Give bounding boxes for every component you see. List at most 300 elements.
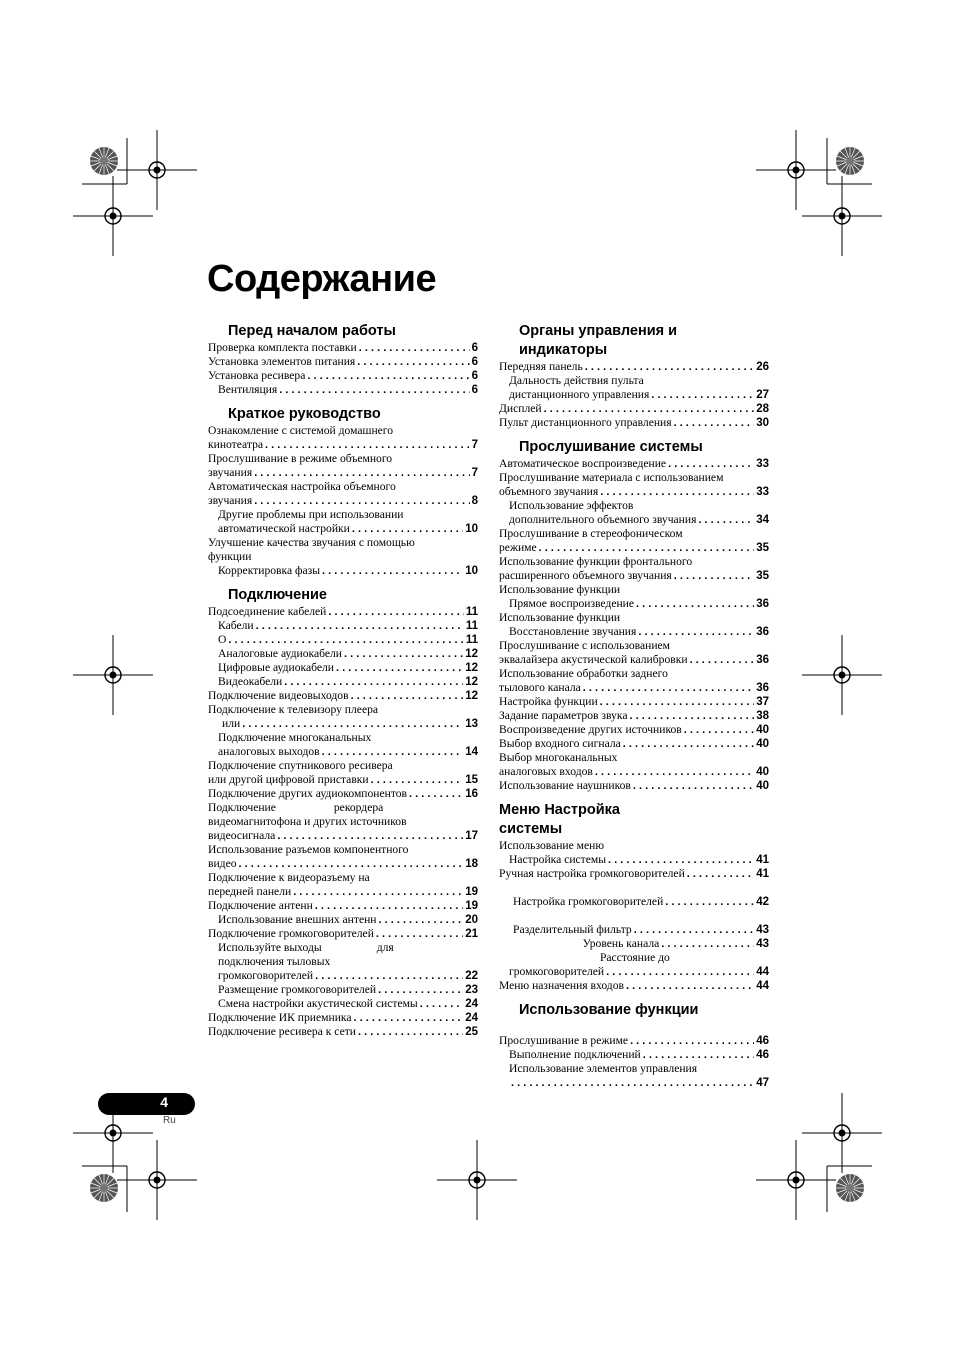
toc-entry[interactable] — [499, 653, 769, 667]
toc-page-number: 40 — [756, 780, 769, 792]
toc-leader-dots — [256, 619, 464, 633]
section-heading: Меню Настройка — [499, 802, 620, 818]
toc-page-number: 36 — [756, 682, 769, 694]
toc-page-number: 42 — [756, 896, 769, 908]
toc-leader-dots — [595, 765, 754, 779]
toc-entry[interactable] — [499, 611, 769, 625]
toc-page-number: 10 — [465, 565, 478, 577]
toc-page-number: 7 — [471, 467, 478, 479]
toc-entry[interactable] — [499, 583, 769, 597]
toc-entry-text: Ручная настройка громкоговорителей — [499, 867, 685, 880]
toc-entry[interactable] — [499, 1062, 769, 1076]
toc-entry-text: функции — [208, 550, 252, 563]
toc-entry-text: Размещение громкоговорителей — [218, 983, 377, 996]
toc-page-number: 36 — [756, 598, 769, 610]
toc-left-column — [208, 322, 478, 1039]
toc-entry-text: Использование функции фронтального — [499, 555, 693, 568]
toc-entry[interactable] — [208, 605, 478, 619]
toc-entry[interactable] — [208, 843, 478, 857]
toc-entry-text: Прослушивание с использованием — [499, 639, 671, 652]
toc-entry-text: Подключение ИК приемника — [208, 1011, 352, 1024]
toc-leader-dots — [307, 369, 469, 383]
toc-page-number: 44 — [756, 980, 769, 992]
toc-entry[interactable] — [208, 717, 478, 731]
toc-entry-text: Дисплей — [499, 402, 542, 415]
toc-entry[interactable] — [499, 895, 769, 909]
toc-entry-list — [499, 1020, 769, 1090]
toc-entry-text: объемного звучания — [499, 485, 599, 498]
toc-page-number: 46 — [756, 1035, 769, 1047]
toc-entry-text: звучания — [208, 466, 253, 479]
toc-leader-dots — [544, 402, 755, 416]
toc-entry-text: Смена настройки акустической системы — [218, 997, 418, 1010]
toc-entry-text: видеосигнала — [208, 829, 276, 842]
toc-page-number: 12 — [465, 662, 478, 674]
toc-entry[interactable] — [499, 388, 769, 402]
toc-entry[interactable] — [208, 633, 478, 647]
toc-page-number: 47 — [756, 1077, 769, 1089]
toc-page-number: 36 — [756, 654, 769, 666]
toc-leader-dots — [254, 466, 469, 480]
toc-entry-text: Подключение видеовыходов — [208, 689, 349, 702]
toc-entry[interactable] — [499, 1034, 769, 1048]
toc-page-number: 36 — [756, 626, 769, 638]
toc-entry-text: видео — [208, 857, 237, 870]
toc-page-number: 8 — [471, 495, 478, 507]
toc-page-number: 40 — [756, 724, 769, 736]
toc-entry[interactable] — [208, 801, 478, 815]
toc-entry[interactable] — [499, 853, 769, 867]
toc-entry-text: Использование элементов управления — [509, 1062, 698, 1075]
toc-leader-dots — [684, 723, 754, 737]
toc-page-number: 11 — [465, 620, 478, 632]
toc-leader-dots — [371, 773, 464, 787]
toc-page-number: 40 — [756, 766, 769, 778]
toc-entry-text: Подключение антенн — [208, 899, 313, 912]
toc-leader-dots — [539, 541, 755, 555]
toc-entry-text: Ознакомление с системой домашнего — [208, 424, 394, 437]
toc-entry-text: Подключение ресивера к сети — [208, 1025, 357, 1038]
toc-entry[interactable] — [208, 550, 478, 564]
toc-page-number: 19 — [465, 886, 478, 898]
toc-entry-text: Использование функции — [499, 611, 621, 624]
toc-entry-text: Установка ресивера — [208, 369, 306, 382]
toc-entry[interactable] — [499, 779, 769, 793]
toc-page-number: 33 — [756, 458, 769, 470]
toc-entry-text: Подсоединение кабелей — [208, 605, 327, 618]
toc-leader-dots — [284, 675, 463, 689]
toc-entry[interactable] — [499, 737, 769, 751]
toc-entry[interactable] — [208, 508, 478, 522]
toc-entry[interactable] — [208, 1011, 478, 1025]
toc-leader-dots — [629, 709, 754, 723]
toc-page-number: 21 — [465, 928, 478, 940]
toc-leader-dots — [277, 829, 463, 843]
toc-entry[interactable] — [499, 639, 769, 653]
toc-leader-dots — [379, 913, 464, 927]
toc-leader-dots — [254, 494, 469, 508]
toc-entry[interactable] — [499, 839, 769, 853]
toc-entry[interactable] — [499, 709, 769, 723]
toc-entry[interactable] — [499, 881, 769, 895]
toc-page-number: 16 — [465, 788, 478, 800]
toc-entry[interactable] — [208, 913, 478, 927]
toc-entry[interactable] — [499, 625, 769, 639]
toc-entry[interactable] — [208, 955, 478, 969]
section-gap — [208, 578, 478, 586]
toc-entry-text: Подключение громкоговорителей — [208, 927, 374, 940]
section-gap — [499, 993, 769, 1001]
toc-leader-dots — [638, 625, 754, 639]
toc-entry-text: Подключение к телевизору плеера — [208, 703, 379, 716]
toc-page-number: 46 — [756, 1049, 769, 1061]
toc-leader-dots — [239, 857, 464, 871]
toc-entry[interactable] — [208, 857, 478, 871]
toc-entry-text: Проверка комплекта поставки — [208, 341, 357, 354]
toc-entry-text: Использование эффектов — [509, 499, 634, 512]
toc-entry-text: передней панели — [208, 885, 292, 898]
toc-entry-text: громкоговорителей — [509, 965, 605, 978]
toc-leader-dots — [633, 779, 754, 793]
toc-entry-text: Использование функции — [499, 583, 621, 596]
toc-entry-text: или другой цифровой приставки — [208, 773, 369, 786]
toc-entry-text: Вентиляция — [218, 383, 278, 396]
section-heading: Использование функции — [519, 1002, 699, 1018]
toc-entry-list — [499, 360, 769, 430]
toc-page-number: 20 — [465, 914, 478, 926]
toc-entry-text: Использование меню — [499, 839, 605, 852]
toc-leader-dots — [293, 885, 463, 899]
toc-entry[interactable] — [499, 374, 769, 388]
toc-leader-dots — [687, 867, 754, 881]
toc-entry-text: Подключение к видеоразъему на — [208, 871, 370, 884]
toc-entry-text: Прослушивание в режиме объемного — [208, 452, 393, 465]
section-heading: Перед началом работы — [228, 323, 396, 339]
toc-leader-dots — [674, 569, 754, 583]
toc-leader-dots — [322, 564, 463, 578]
toc-leader-dots — [583, 681, 754, 695]
toc-page-number: 7 — [471, 439, 478, 451]
toc-page-number: 30 — [756, 417, 769, 429]
toc-leader-dots — [376, 927, 463, 941]
toc-entry[interactable] — [208, 424, 478, 438]
toc-entry[interactable] — [208, 369, 478, 383]
page-title: Содержание — [207, 258, 437, 300]
toc-entry[interactable] — [208, 438, 478, 452]
toc-entry[interactable] — [208, 1025, 478, 1039]
toc-entry[interactable] — [208, 815, 478, 829]
toc-entry[interactable] — [208, 941, 478, 955]
toc-entry-list — [208, 605, 478, 1039]
toc-entry-text: Настройка системы — [509, 853, 607, 866]
toc-leader-dots — [630, 1034, 754, 1048]
toc-entry-text: режиме — [499, 541, 537, 554]
toc-leader-dots — [358, 1025, 463, 1039]
toc-page-number: 44 — [756, 966, 769, 978]
toc-entry[interactable] — [208, 787, 478, 801]
toc-entry-text: Аналоговые аудиокабели — [218, 647, 342, 660]
toc-entry[interactable] — [208, 997, 478, 1011]
toc-page-number: 38 — [756, 710, 769, 722]
toc-leader-dots — [674, 416, 755, 430]
toc-entry[interactable] — [208, 689, 478, 703]
toc-entry-text: Улучшение качества звучания с помощью — [208, 536, 415, 549]
toc-entry-text: автоматической настройки — [218, 522, 350, 535]
toc-entry-text: Цифровые аудиокабели — [218, 661, 334, 674]
toc-entry[interactable] — [499, 541, 769, 555]
page-number: 4 — [160, 1094, 168, 1110]
toc-leader-dots — [600, 485, 754, 499]
toc-page-number: 12 — [465, 676, 478, 688]
toc-page-number: 35 — [756, 570, 769, 582]
toc-leader-dots — [608, 853, 754, 867]
toc-entry-text: Корректировка фазы — [218, 564, 321, 577]
toc-leader-dots — [352, 522, 463, 536]
toc-entry-text: Пульт дистанционного управления — [499, 416, 672, 429]
toc-entry[interactable] — [499, 1076, 769, 1090]
toc-leader-dots — [328, 605, 463, 619]
toc-page-number: 24 — [465, 998, 478, 1010]
toc-leader-dots — [668, 457, 754, 471]
toc-leader-dots — [228, 633, 463, 647]
toc-page-number: 40 — [756, 738, 769, 750]
toc-leader-dots — [265, 438, 470, 452]
toc-entry[interactable] — [499, 555, 769, 569]
toc-page-number: 33 — [756, 486, 769, 498]
toc-entry-text: тылового канала — [499, 681, 581, 694]
toc-entry-text: дистанционного управления — [509, 388, 650, 401]
toc-entry[interactable] — [499, 765, 769, 779]
toc-page-number: 6 — [471, 384, 478, 396]
toc-leader-dots — [378, 983, 463, 997]
toc-page-number: 18 — [465, 858, 478, 870]
toc-entry[interactable] — [499, 937, 769, 951]
toc-page-number: 23 — [465, 984, 478, 996]
toc-entry[interactable] — [499, 965, 769, 979]
section-gap — [208, 397, 478, 405]
toc-entry[interactable] — [499, 499, 769, 513]
toc-leader-dots — [336, 661, 463, 675]
toc-leader-dots — [242, 717, 463, 731]
toc-leader-dots — [315, 899, 463, 913]
toc-entry[interactable] — [208, 969, 478, 983]
toc-leader-dots — [636, 597, 754, 611]
toc-entry[interactable] — [208, 871, 478, 885]
page-number-tab — [98, 1093, 195, 1115]
toc-entry-text: Расстояние до — [513, 951, 670, 964]
section-heading: Подключение — [228, 587, 327, 603]
toc-entry[interactable] — [499, 751, 769, 765]
toc-entry[interactable] — [208, 452, 478, 466]
toc-page-number: 35 — [756, 542, 769, 554]
section-heading: Прослушивание системы — [519, 439, 703, 455]
toc-entry[interactable] — [208, 731, 478, 745]
section-gap — [499, 793, 769, 801]
toc-entry[interactable] — [208, 480, 478, 494]
toc-entry[interactable] — [499, 527, 769, 541]
toc-entry-text: Подключение других аудиокомпонентов — [208, 787, 408, 800]
toc-leader-dots — [651, 388, 754, 402]
toc-entry[interactable] — [208, 675, 478, 689]
toc-entry[interactable] — [208, 355, 478, 369]
section-heading-continued: системы — [499, 821, 563, 837]
toc-leader-dots — [344, 647, 463, 661]
toc-entry-text: Видеокабели — [218, 675, 283, 688]
toc-entry-text: Разделительный фильтр — [513, 923, 632, 936]
toc-entry-text: Установка элементов питания — [208, 355, 356, 368]
toc-page-number: 41 — [756, 854, 769, 866]
toc-page-number: 12 — [465, 690, 478, 702]
toc-entry-text: Автоматическая настройка объемного — [208, 480, 396, 493]
toc-entry[interactable] — [499, 723, 769, 737]
toc-page-number: 19 — [465, 900, 478, 912]
toc-entry-text: Подключение спутникового ресивера — [208, 759, 393, 772]
toc-leader-dots — [279, 383, 469, 397]
toc-leader-dots — [623, 737, 754, 751]
toc-entry[interactable] — [499, 471, 769, 485]
toc-entry-text: подключения тыловых — [218, 955, 331, 968]
toc-page-number: 37 — [756, 696, 769, 708]
section-gap — [499, 430, 769, 438]
language-code: Ru — [163, 1115, 176, 1126]
toc-leader-dots — [665, 895, 754, 909]
toc-page-number: 43 — [756, 938, 769, 950]
toc-entry-text: расширенного объемного звучания — [499, 569, 672, 582]
toc-entry[interactable] — [208, 466, 478, 480]
toc-leader-dots — [359, 341, 470, 355]
toc-leader-dots — [606, 965, 754, 979]
toc-leader-dots — [351, 689, 464, 703]
section-heading: Краткое руководство — [228, 406, 381, 422]
toc-entry-text: громкоговорителей — [218, 969, 314, 982]
toc-entry-text: О — [218, 633, 227, 646]
toc-leader-dots — [626, 979, 754, 993]
toc-entry[interactable] — [208, 647, 478, 661]
toc-entry[interactable] — [208, 983, 478, 997]
toc-entry[interactable] — [208, 703, 478, 717]
toc-page-number: 10 — [465, 523, 478, 535]
toc-entry-text: Воспроизведение других источников — [499, 723, 682, 736]
toc-page-number: 11 — [465, 634, 478, 646]
toc-entry[interactable] — [208, 829, 478, 843]
toc-entry[interactable] — [499, 569, 769, 583]
toc-entry[interactable] — [499, 597, 769, 611]
toc-entry[interactable] — [208, 759, 478, 773]
toc-entry-text: Прослушивание в стереофоническом — [499, 527, 683, 540]
toc-entry[interactable] — [208, 927, 478, 941]
section-heading: Органы управления и индикаторы — [519, 323, 678, 358]
toc-entry[interactable] — [499, 951, 769, 965]
toc-entry-text: или — [222, 717, 241, 730]
toc-entry-text: Использование наушников — [499, 779, 631, 792]
toc-leader-dots — [600, 695, 755, 709]
toc-page-number: 43 — [756, 924, 769, 936]
toc-page-number: 34 — [756, 514, 769, 526]
toc-page-number: 26 — [756, 361, 769, 373]
toc-entry[interactable] — [499, 909, 769, 923]
toc-entry-text: Выбор многоканальных — [499, 751, 618, 764]
toc-leader-dots — [409, 787, 463, 801]
toc-leader-dots — [690, 653, 755, 667]
toc-page-number: 6 — [471, 370, 478, 382]
toc-entry-text: звучания — [208, 494, 253, 507]
toc-page-number: 41 — [756, 868, 769, 880]
toc-page-number: 22 — [465, 970, 478, 982]
toc-entry[interactable] — [499, 867, 769, 881]
toc-entry[interactable] — [499, 1048, 769, 1062]
toc-entry-text: Использование обработки заднего — [499, 667, 668, 680]
toc-entry-text: Автоматическое воспроизведение — [499, 457, 667, 470]
toc-entry[interactable] — [499, 360, 769, 374]
toc-page-number: 6 — [471, 342, 478, 354]
toc-page-number: 27 — [756, 389, 769, 401]
toc-leader-dots — [420, 997, 463, 1011]
toc-entry[interactable] — [499, 457, 769, 471]
toc-entry[interactable] — [499, 485, 769, 499]
toc-entry[interactable] — [499, 695, 769, 709]
toc-entry[interactable] — [499, 923, 769, 937]
toc-entry[interactable] — [499, 402, 769, 416]
toc-entry[interactable] — [208, 494, 478, 508]
toc-entry-text: Прямое воспроизведение — [509, 597, 635, 610]
toc-entry-text: кинотеатра — [208, 438, 264, 451]
toc-page-number: 25 — [465, 1026, 478, 1038]
toc-entry-text: Настройка функции — [499, 695, 598, 708]
toc-entry[interactable] — [208, 619, 478, 633]
toc-entry[interactable] — [208, 341, 478, 355]
toc-entry-text: Задание параметров звука — [499, 709, 628, 722]
toc-page-number: 6 — [471, 356, 478, 368]
toc-entry-text: Выполнение подключений — [509, 1048, 641, 1061]
toc-entry-text: аналоговых выходов — [218, 745, 320, 758]
toc-page-number: 15 — [465, 774, 478, 786]
toc-page-number: 24 — [465, 1012, 478, 1024]
toc-entry-text: Прослушивание материала с использованием — [499, 471, 724, 484]
toc-leader-dots — [315, 969, 463, 983]
toc-page-number: 28 — [756, 403, 769, 415]
toc-entry[interactable] — [499, 681, 769, 695]
toc-entry[interactable] — [499, 1020, 769, 1034]
toc-entry-text: Другие проблемы при использовании — [218, 508, 404, 521]
toc-entry[interactable] — [499, 416, 769, 430]
toc-entry[interactable] — [208, 536, 478, 550]
toc-entry[interactable] — [208, 522, 478, 536]
toc-entry-text: дополнительного объемного звучания — [509, 513, 697, 526]
toc-entry[interactable] — [208, 383, 478, 397]
toc-entry[interactable] — [208, 899, 478, 913]
toc-right-column — [499, 322, 769, 1090]
toc-entry-text: Подключение многоканальных — [218, 731, 372, 744]
toc-entry[interactable] — [499, 667, 769, 681]
toc-page-number: 13 — [465, 718, 478, 730]
toc-entry-list — [499, 839, 769, 993]
toc-entry[interactable] — [208, 773, 478, 787]
toc-entry[interactable] — [208, 745, 478, 759]
toc-page-number: 12 — [465, 648, 478, 660]
toc-entry-list — [208, 424, 478, 578]
toc-entry-text: аналоговых входов — [499, 765, 593, 778]
toc-entry[interactable] — [208, 661, 478, 675]
toc-entry-text: Уровень канала — [513, 937, 660, 950]
toc-entry-text: эквалайзера акустической калибровки — [499, 653, 688, 666]
toc-entry[interactable] — [499, 513, 769, 527]
toc-entry[interactable] — [499, 979, 769, 993]
toc-page-number: 11 — [465, 606, 478, 618]
toc-entry[interactable] — [208, 885, 478, 899]
toc-entry-list — [499, 457, 769, 793]
toc-entry-text: Передняя панель — [499, 360, 583, 373]
toc-entry[interactable] — [208, 564, 478, 578]
